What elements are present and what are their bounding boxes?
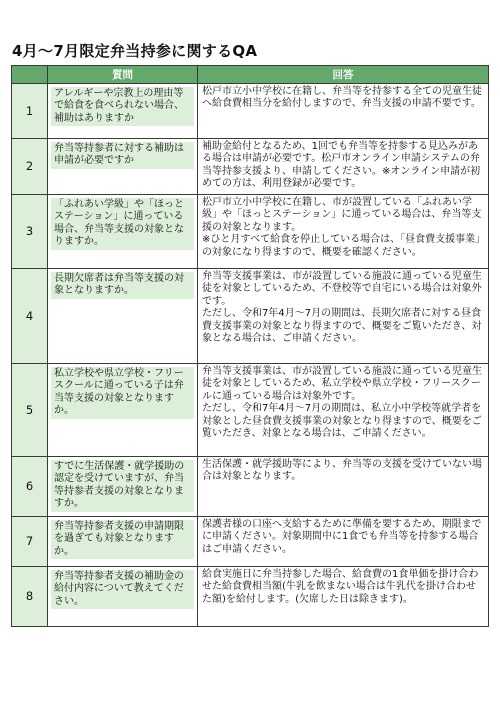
question-cell [48,84,198,139]
answer-text: 保護者様の口座へ支給するために準備を要するため、期限までに申請ください。対象期間中に1食でも弁当等を持参する場合はご申請ください。 [202,519,482,555]
row-number: 1 [12,84,48,139]
answer-note: ただし、令和7年4月～7月の期間は、私立小中学校等就学者を対象とした昼食費支援事業の対象となり得ますので、概要をご覧いただき、対象となる場合は、ご申請ください。 [202,403,482,440]
table-row [12,195,489,269]
answer-header: 回答 [198,66,489,84]
question-text: アレルギーや宗教上の理由等で給食を食べられない場合、補助はありますか [51,87,194,126]
question-text: 弁当等持参者に対する補助は申請が必要ですか [51,142,194,169]
question-cell [48,567,198,627]
answer-cell [198,457,489,517]
answer-text: 補助金給付となるため、1回でも弁当等を持参する見込みがある場合は申請が必要です。松戸市オンライン申請システムの弁当等持参支援より、申請してください。※オンライン申請が初めての方は、利用登録が必要です。 [202,141,481,190]
question-text: 長期欠席者は弁当等支援の対象となりますか。 [51,272,194,299]
question-text: 弁当等持参者支援の補助金の給付内容について教えてください。 [51,570,194,609]
answer-text: 弁当等支援事業は、市が設置している施設に通っている児童生徒を対象としているため、私立学校や県立学校・フリースクールに通っている場合は対象外です。 [202,366,482,402]
answer-text: 松戸市立小中学校に在籍し、弁当等を持参する全ての児童生徒へ給食費相当分を給付しますので、弁当支援の申請不要です。 [202,86,482,110]
qa-table [11,65,489,627]
answer-text: 給食実施日に弁当持参した場合、給食費の1食単価を掛け合わせた給食費相当額(牛乳を飲まない場合は牛乳代を掛け合わせた額)を給付します。(欠席した日は除きます)。 [202,569,479,605]
answer-cell [198,517,489,567]
table-row [12,567,489,627]
question-cell [48,139,198,195]
question-text: 「ふれあい学級」や「ほっとステーション」に通っている場合、弁当等支援の対象となりますか。 [51,198,194,250]
answer-text: 松戸市立小中学校に在籍し、市が設置している「ふれあい学級」や「ほっとステーション」に通っている場合は、弁当等支援の対象となります。 [202,197,482,233]
question-cell [48,457,198,517]
question-header: 質問 [48,66,198,84]
answer-cell [198,195,489,269]
table-row [12,457,489,517]
table-row [12,84,489,139]
answer-cell [198,84,489,139]
row-number: 2 [12,139,48,195]
question-text: すでに生活保護・就学援助の認定を受けていますが、弁当等持参者支援の対象となりますか。 [51,460,194,512]
question-text: 私立学校や県立学校・フリースクールに通っている子は弁当等支援の対象となりますか。 [51,367,194,419]
table-row [12,269,489,364]
answer-cell [198,567,489,627]
answer-note: ※ひと月すべて給食を停止している場合は、「昼食費支援事業」の対象になり得ますので、概要を確認ください。 [202,234,481,258]
answer-cell [198,364,489,457]
answer-text: 生活保護・就学援助等により、弁当等の支援を受けていない場合は対象となります。 [202,459,482,483]
question-cell [48,195,198,269]
table-row [12,517,489,567]
answer-cell [198,139,489,195]
question-cell [48,364,198,457]
question-cell [48,517,198,567]
number-header [12,66,48,84]
table-header-row [12,66,489,84]
answer-text: 弁当等支援事業は、市が設置している施設に通っている児童生徒を対象としているため、不登校等で自宅にいる場合は対象外です。 [202,271,482,307]
answer-cell [198,269,489,364]
answer-note: ただし、令和7年4月～7月の期間は、長期欠席者に対する昼食費支援事業の対象となり得ますので、概要をご覧いただき、対象となる場合は、ご申請ください。 [202,308,482,345]
row-number: 6 [12,457,48,517]
page-title: 4月～7月限定弁当持参に関するQA [12,42,258,60]
row-number: 4 [12,269,48,364]
row-number: 5 [12,364,48,457]
row-number: 8 [12,567,48,627]
table-row [12,139,489,195]
question-cell [48,269,198,364]
question-text: 弁当等持参者支援の申請期限を過ぎても対象となりますか。 [51,520,194,559]
row-number: 3 [12,195,48,269]
table-row [12,364,489,457]
row-number: 7 [12,517,48,567]
